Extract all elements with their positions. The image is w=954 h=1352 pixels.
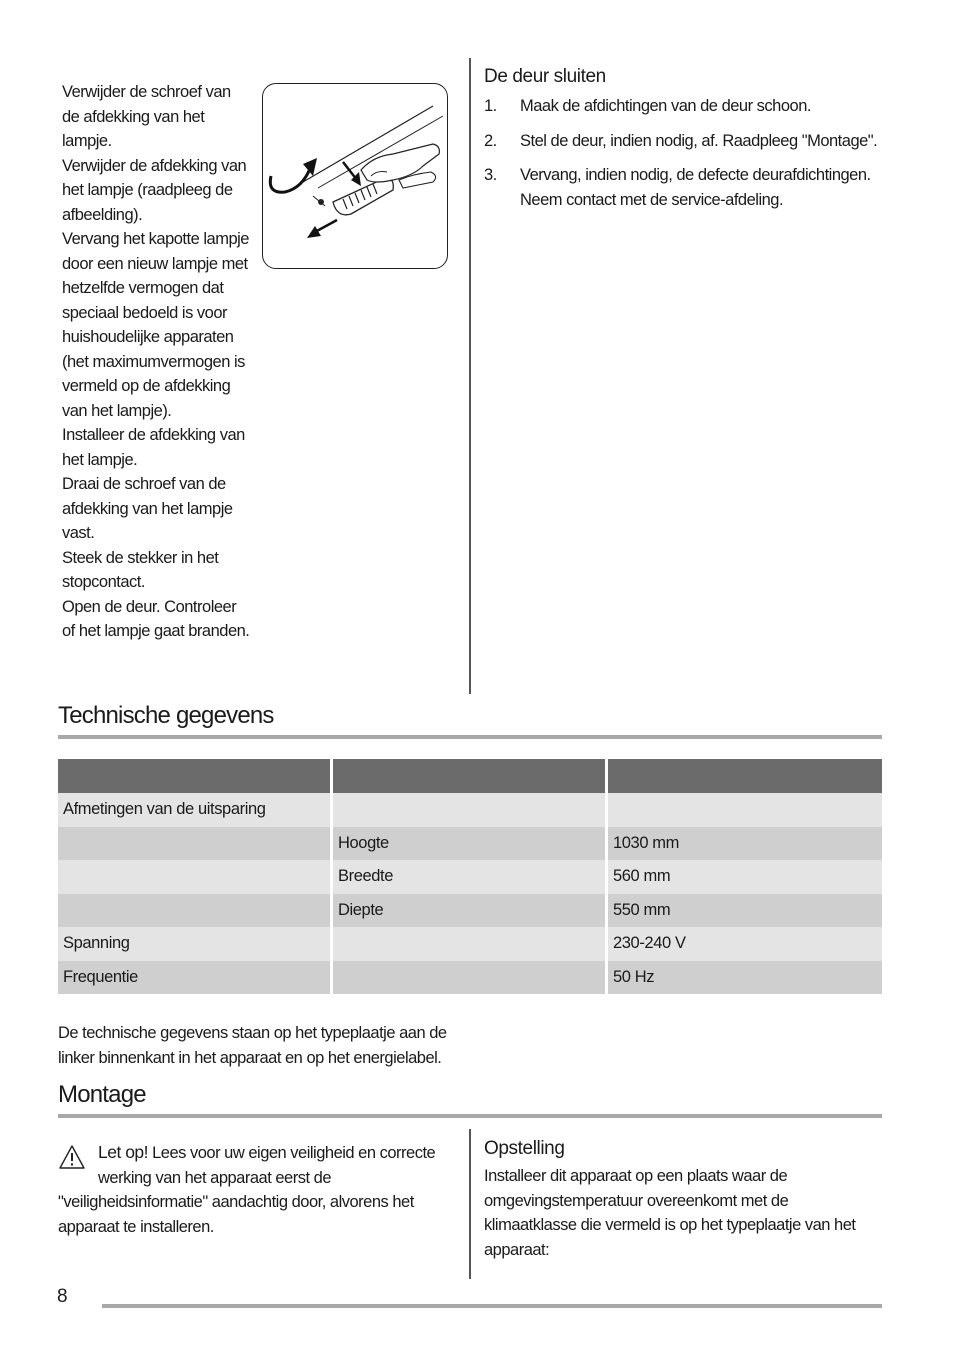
table-cell — [58, 860, 333, 894]
step-number: 2. — [484, 131, 497, 150]
table-row — [58, 860, 882, 894]
step-number: 3. — [484, 166, 497, 184]
table-cell — [333, 961, 608, 995]
lamp-instructions — [62, 80, 252, 644]
table-row — [58, 827, 882, 861]
tech-data-table — [58, 759, 882, 994]
step-text: Maak de afdichtingen van de deur schoon. — [520, 97, 811, 115]
lamp-step: Steek de stekker in het stopcontact. — [62, 548, 219, 591]
table-cell: Breedte — [333, 860, 608, 894]
table-cell: Afmetingen van de uitsparing — [58, 793, 333, 827]
column-divider — [469, 1129, 471, 1279]
safety-warning — [58, 1140, 453, 1239]
section-rule — [58, 735, 882, 739]
tech-data-note: De technische gegevens staan op het typeplaatje aan de linker binnenkant in het apparaat en op het energielabel. — [58, 1024, 447, 1067]
page-number: 8 — [57, 1286, 68, 1307]
step-text: Stel de deur, indien nodig, af. Raadpleeg "Montage". — [520, 131, 878, 150]
lamp-step: Draai de schroef van de afdekking van het lampje vast. — [62, 475, 233, 542]
lamp-step: Vervang het kapotte lampje door een nieuw lampje met hetzelfde vermogen dat speciaal bedoeld is voor huishoudelijke apparaten (het maximumvermogen is vermeld op de afdekking van het lampje). — [62, 230, 249, 420]
montage-title: Montage — [58, 1081, 146, 1108]
table-cell: 550 mm — [608, 894, 882, 928]
setup-text: Installeer dit apparaat op een plaats waar de omgevingstemperatuur overeenkomt met de klimaatklasse die vermeld is op het typeplaatje van het apparaat: — [484, 1167, 856, 1259]
table-cell — [58, 827, 333, 861]
door-closing-section — [484, 66, 894, 222]
table-cell: Spanning — [58, 927, 333, 961]
tech-data-title: Technische gegevens — [58, 702, 274, 729]
table-header-cell — [608, 759, 882, 793]
setup-title: Opstelling — [484, 1138, 565, 1159]
table-cell: 50 Hz — [608, 961, 882, 995]
warning-label: Let op! — [98, 1142, 149, 1162]
lamp-step: Verwijder de schroef van de afdekking van het lampje. — [62, 83, 231, 150]
table-cell — [333, 927, 608, 961]
column-divider — [469, 58, 471, 694]
table-cell: Hoogte — [333, 827, 608, 861]
list-item — [484, 129, 894, 154]
lamp-step: Installeer de afdekking van het lampje. — [62, 426, 245, 469]
table-row — [58, 927, 882, 961]
footer-rule — [102, 1304, 882, 1308]
table-cell — [333, 793, 608, 827]
table-header-cell — [333, 759, 608, 793]
step-number: 1. — [484, 97, 497, 115]
table-header-row — [58, 759, 882, 793]
lamp-illustration-svg — [263, 84, 448, 269]
table-row — [58, 793, 882, 827]
table-cell: Diepte — [333, 894, 608, 928]
step-text: Vervang, indien nodig, de defecte deurafdichtingen. Neem contact met de service-afdeling. — [520, 166, 871, 209]
door-closing-title: De deur sluiten — [484, 66, 606, 87]
list-item — [484, 94, 894, 119]
table-cell: 1030 mm — [608, 827, 882, 861]
table-cell: Frequentie — [58, 961, 333, 995]
warning-triangle-icon — [58, 1144, 86, 1170]
table-cell — [58, 894, 333, 928]
section-rule — [58, 1114, 882, 1118]
setup-section — [484, 1138, 884, 1262]
warning-text-continued: "veiligheidsinformatie" aandachtig door, alvorens het apparaat te installeren. — [58, 1193, 414, 1236]
table-cell: 230-240 V — [608, 927, 882, 961]
table-cell: 560 mm — [608, 860, 882, 894]
table-row — [58, 894, 882, 928]
warning-text: Lees voor uw eigen veiligheid en correcte werking van het apparaat eerst de — [98, 1144, 436, 1187]
lamp-step: Open de deur. Controleer of het lampje gaat branden. — [62, 597, 250, 640]
list-item — [484, 163, 894, 212]
table-row — [58, 961, 882, 995]
lamp-step: Verwijder de afdekking van het lampje (raadpleeg de afbeelding). — [62, 156, 247, 224]
door-closing-steps — [484, 94, 894, 212]
table-cell — [608, 793, 882, 827]
lamp-cover-removal-illustration — [262, 83, 448, 269]
table-header-cell — [58, 759, 333, 793]
